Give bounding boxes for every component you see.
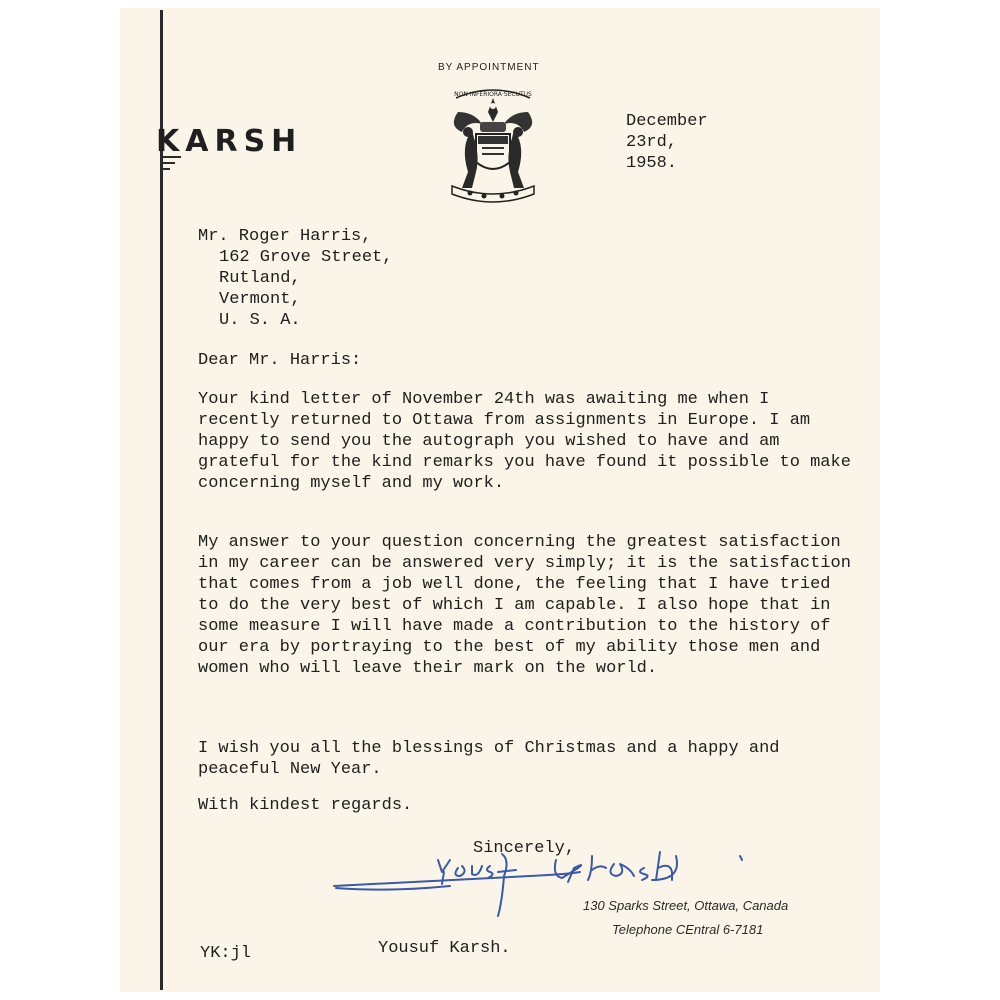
karsh-logo: KARSH	[156, 124, 303, 159]
date-year: 1958.	[626, 154, 678, 173]
recipient-street: 162 Grove Street,	[219, 248, 393, 267]
date-day: 23rd,	[626, 133, 678, 152]
by-appointment-label: BY APPOINTMENT	[438, 62, 540, 73]
recipient-country: U. S. A.	[219, 311, 301, 330]
salutation: Dear Mr. Harris:	[198, 351, 362, 370]
date-month: December	[626, 112, 708, 131]
coat-of-arms-crest-icon	[438, 76, 548, 208]
recipient-address	[198, 226, 392, 331]
body-paragraph: I wish you all the blessings of Christmas and a happy and peaceful New Year.	[198, 739, 780, 779]
letter-date	[626, 111, 708, 174]
office-telephone: Telephone CEntral 6-7181	[612, 922, 764, 937]
recipient-state: Vermont,	[219, 290, 301, 309]
office-address: 130 Sparks Street, Ottawa, Canada	[583, 898, 789, 913]
letterhead-rule-2	[163, 162, 175, 164]
typed-signature-name: Yousuf Karsh.	[378, 939, 511, 958]
recipient-city: Rutland,	[219, 269, 301, 288]
crest-motto: NON·INFERIORA·SECUTUS	[454, 91, 532, 98]
typist-initials: YK:jl	[200, 944, 252, 963]
letterhead-rule-3	[163, 168, 170, 170]
recipient-name: Mr. Roger Harris,	[198, 227, 372, 246]
body-paragraph: My answer to your question concerning the greatest satisfaction in my career can be answered very simply; it is the satisfaction that comes from a job well done, the feeling that I have tried to do the very best of which I am capable. I also hope that in some measure I will have made a contribution to the history of our era by portraying to the best of my ability those men and women who will leave their mark on the world.	[198, 533, 851, 678]
body-paragraph: Your kind letter of November 24th was awaiting me when I recently returned to Ottawa from assignments in Europe. I am happy to send you the autograph you wished to have and am grateful for the kind remarks you have found it possible to make concerning myself and my work.	[198, 390, 851, 493]
sign-off: Sincerely,	[473, 839, 576, 858]
closing-line: With kindest regards.	[198, 796, 413, 815]
